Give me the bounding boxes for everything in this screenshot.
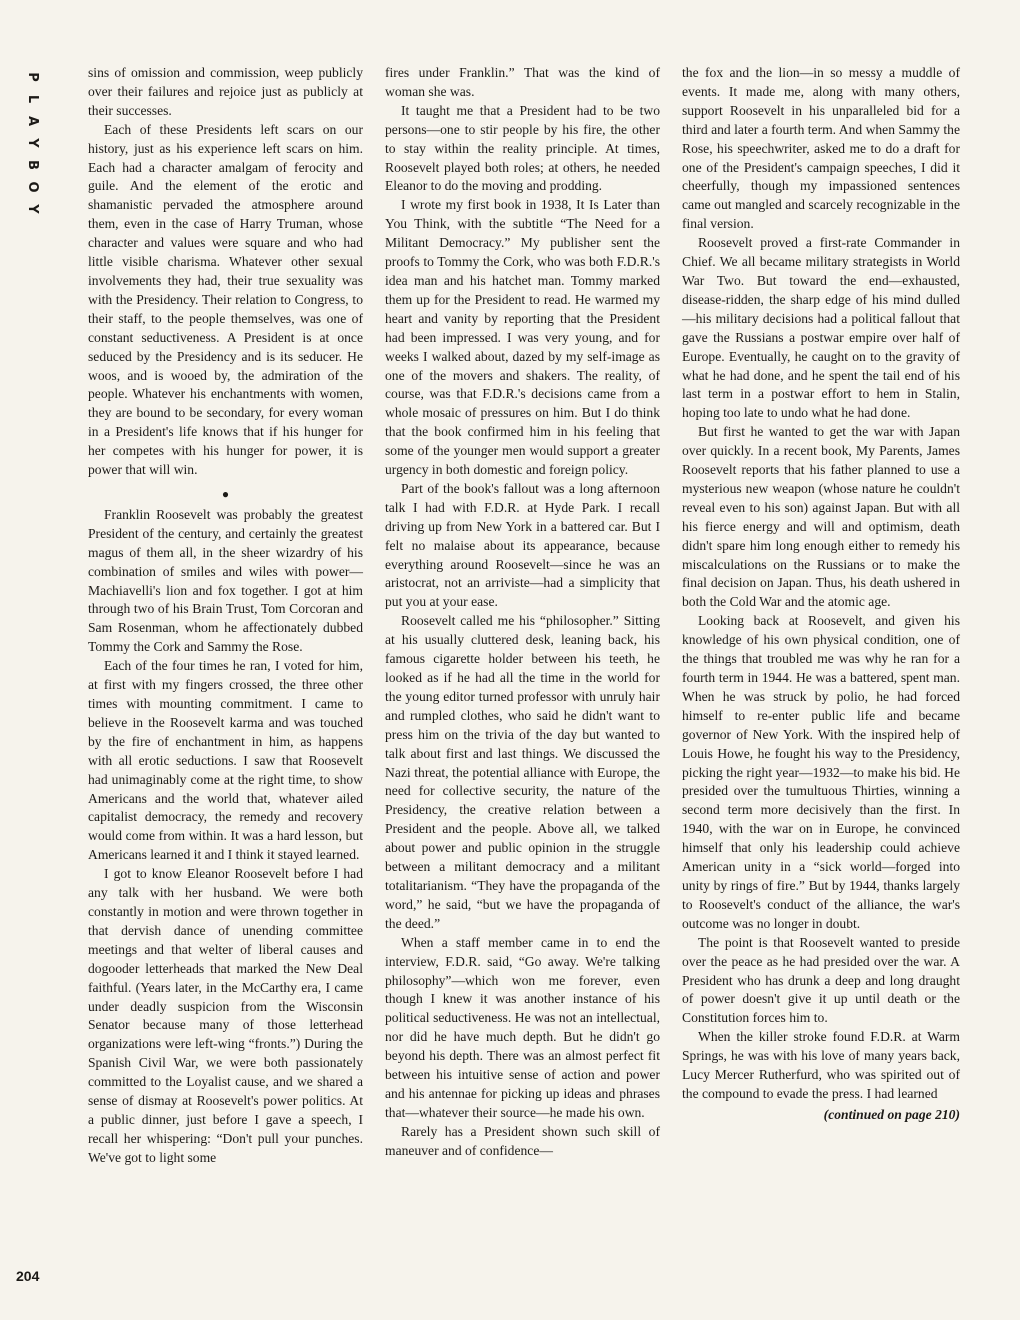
logo-letter: P bbox=[25, 72, 40, 82]
paragraph: I got to know Eleanor Roosevelt before I had any talk with her husband. We were both constantly in motion and were thrown together in that dervish dance of unending committee meetings and that welter of liberal causes and dogooder letterheads that marked the New Deal faithful. (Years later, in the McCarthy era, I came under deadly suspicion from the Wisconsin Senator because many of those letterhead organizations were left-wing “fronts.”) During the Spanish Civil War, we were both passionately committed to the Loyalist cause, and we shared a sense of dismay at Roosevelt's power politics. At a public dinner, just before I gave a speech, I recall her whispering: “Don't pull your punches. We've got to light some bbox=[88, 866, 363, 1165]
paragraph: sins of omission and commission, weep publicly over their failures and rejoice just as publicly at their successes. bbox=[88, 65, 363, 118]
logo-letter: Y bbox=[25, 138, 40, 148]
text-column-2 bbox=[385, 64, 660, 1161]
text-column-1 bbox=[88, 64, 363, 1168]
continuation-note: (continued on page 210) bbox=[823, 1106, 960, 1122]
logo-letter: L bbox=[25, 94, 40, 104]
section-break-bullet: ● bbox=[221, 486, 230, 501]
paragraph: Roosevelt proved a first-rate Commander in Chief. We all became military strategists in World War Two. But toward the end—exhausted, disease-ridden, the sharp edge of his mind dulled—his military decisions had a political fallout that gave the Russians a postwar empire over half of Europe. Eventually, he caught on to the gravity of what he had done, and he spent the tail end of his last term in a postwar effort to hem in Stalin, hoping too late to undo what he had done. bbox=[682, 235, 960, 421]
paragraph: Franklin Roosevelt was probably the greatest President of the century, and certainly the greatest magus of them all, in the sheer wizardry of his combination of smiles and wiles with power—Machiavelli's lion and fox together. I got at him through two of his Brain Trust, Tom Corcoran and Sam Rosenman, whom he affectionately dubbed Tommy the Cork and Sammy the Rose. bbox=[88, 506, 363, 655]
paragraph: Part of the book's fallout was a long afternoon talk I had with F.D.R. at Hyde Park. I recall driving up from New York in a battered car. But I felt no malaise about its appearance, because everything around Roosevelt—since he was an aristocrat, not an arriviste—had a simplicity that put you at your ease. bbox=[385, 480, 660, 610]
text-column-3 bbox=[682, 64, 960, 1125]
paragraph: fires under Franklin.” That was the kind of woman she was. bbox=[385, 65, 660, 99]
paragraph: The point is that Roosevelt wanted to preside over the peace as he had presided over the war. A President who has drunk a deep and long draught of power doesn't give it up until death or the Constitution forces him to. bbox=[682, 934, 960, 1026]
paragraph: When the killer stroke found F.D.R. at Warm Springs, he was with his love of many years back, Lucy Mercer Rutherfurd, who was spirited out of the compound to evade the press. I had learned bbox=[682, 1029, 960, 1101]
magazine-logo bbox=[21, 66, 43, 220]
paragraph: Looking back at Roosevelt, and given his knowledge of his own physical condition, one of the things that troubled me was why he ran for a fourth term in 1944. He was a battered, spent man. When he was struck by polio, he had forced himself to re-enter public life and became governor of New York. With the inspired help of Louis Howe, he fought his way to the Presidency, picking the right year—1932—to make his bid. He presided over the tumultuous Thirties, winning a second term more decisively than the first. In 1940, with the war on in Europe, he convinced himself that only his leadership could achieve American unity in a “sick world—forged into unity by rings of fire.” But by 1944, thanks largely to Roosevelt's conduct of the alliance, the war's outcome was no longer in doubt. bbox=[682, 613, 960, 931]
paragraph: But first he wanted to get the war with Japan over quickly. In a recent book, My Parents, James Roosevelt reports that his father planned to use a mysterious new weapon (whose nature he couldn't reveal even to his son) against Japan. But with all his fierce energy and will and optimism, death didn't spare him long enough either to remedy his miscalculations on the Russians or to make the final decision on Japan. Thus, his death ushered in both the Cold War and the atomic age. bbox=[682, 424, 960, 610]
logo-letter: O bbox=[25, 181, 40, 193]
page-number: 204 bbox=[16, 1268, 40, 1284]
paragraph: Each of the four times he ran, I voted for him, at first with my fingers crossed, the three other times with mounting commitment. I came to believe in the Roosevelt karma and was touched by the fire of enchantment in him, as happens with all erotic seductions. I saw that Roosevelt had unimaginably come at the right time, to show Americans and the world that, whatever ailed capitalist democracy, the remedy and recovery would come from within. It was a hard lesson, but Americans learned it and I think it stayed learned. bbox=[88, 658, 363, 863]
paragraph: When a staff member came in to end the interview, F.D.R. said, “Go away. We're talking philosophy”—which won me forever, even though I knew it was another instance of his political seductiveness. He was not an intellectual, nor did he have much depth. But he didn't go beyond his depth. There was an almost perfect fit between his intuitive sense of action and power and his antennae for picking up ideas and phrases that—whatever their source—he made his own. bbox=[385, 934, 660, 1120]
paragraph: It taught me that a President had to be two persons—one to stir people by his fire, the other to stay within the reality principle. At times, Roosevelt played both roles; at others, he needed Eleanor to do the moving and prodding. bbox=[385, 102, 660, 194]
paragraph: Rarely has a President shown such skill of maneuver and of confidence— bbox=[385, 1123, 660, 1158]
paragraph: the fox and the lion—in so messy a muddle of events. It made me, along with many others, support Roosevelt in his unparalleled bid for a third and later a fourth term. And when Sammy the Rose, his speechwriter, asked me to do a draft for one of the President's campaign speeches, I did it cheerfully, though my impassioned sentences came out mangled and scarcely recognizable in the final version. bbox=[682, 65, 960, 232]
logo-letter: A bbox=[25, 115, 40, 127]
paragraph: Each of these Presidents left scars on our history, just as his experience left scars on him. Each had a character amalgam of ferocity and guile. And the element of the erotic and shamanistic pervaded the atmosphere around them, even in the case of Harry Truman, whose character and values were square and who had little visible charisma. Whatever other sexual involvements they had, their true sexuality was with the Presidency. Their relation to Congress, to their staff, to the people themselves, was one of constant seductiveness. A President is at once seduced by the Presidency and is its seducer. He woos, and is wooed by, the admiration of the people. Whatever his enchantments with women, they are bound to be secondary, for every woman in a President's life knows that if his hunger for her competes with his hunger for power, it is power that will win. bbox=[88, 121, 363, 478]
paragraph: Roosevelt called me his “philosopher.” Sitting at his usually cluttered desk, leaning back, his famous cigarette holder between his teeth, he looked as if he had all the time in the world for the young editor turned professor with unruly hair and rumpled clothes, who said he didn't want to press him on the trivia of the day but wanted to talk about first and last things. We discussed the Nazi threat, the potential alliance with Europe, the need for collective security, the nature of the Presidency, the creative relation between a President and the people. Above all, we talked about power and public opinion in the struggle between a militant democracy and a militant totalitarianism. “They have the propaganda of the word,” he said, “but we have the propaganda of the deed.” bbox=[385, 613, 660, 931]
logo-letter: B bbox=[25, 160, 40, 170]
logo-letter: Y bbox=[25, 204, 40, 214]
paragraph: I wrote my first book in 1938, It Is Later than You Think, with the subtitle “The Need for a Militant Democracy.” My publisher sent the proofs to Tommy the Cork, who was both F.D.R.'s idea man and his hatchet man. Tommy marked them up for the President to read. He warmed my heart and vanity by reporting that the President had been impressed. I was very young, and for weeks I walked about, dazed by my self-image as one of the movers and shakers. The reality, of course, was that F.D.R.'s decisions came from a whole mosaic of pressures on him. But I do think that the book confirmed him in his feeling that some of the younger men would support a greater urgency in both domestic and foreign policy. bbox=[385, 197, 660, 478]
